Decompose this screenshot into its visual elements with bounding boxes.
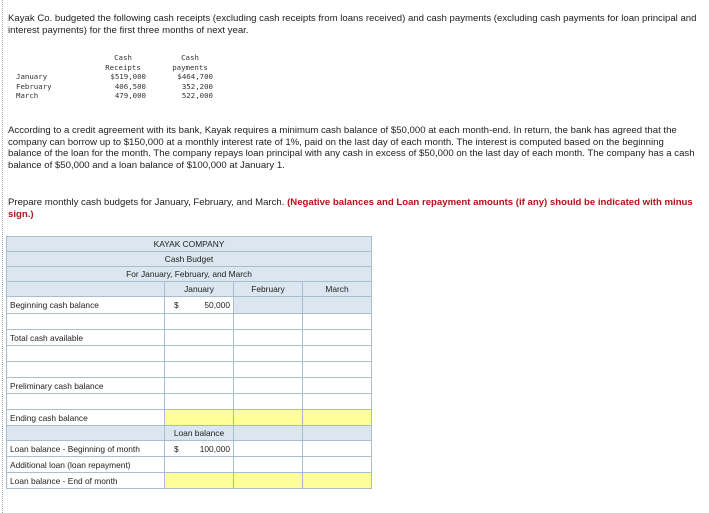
ending-cash-february[interactable] — [234, 410, 303, 426]
input-cell[interactable] — [303, 362, 372, 378]
month-label: February — [16, 81, 52, 91]
input-cell[interactable] — [165, 330, 234, 346]
receipts-header: Cash Receipts — [105, 53, 141, 72]
receipt-value: $519,000 — [110, 72, 146, 81]
beginning-cash-label: Beginning cash balance — [7, 297, 165, 314]
payments-label-input[interactable] — [7, 346, 165, 362]
receipts-column — [100, 72, 146, 101]
input-cell[interactable] — [234, 378, 303, 394]
loan-end-label: Loan balance - End of month — [7, 473, 165, 489]
interest-label-input[interactable] — [7, 362, 165, 378]
input-cell[interactable] — [234, 330, 303, 346]
payment-value: $464,700 — [177, 72, 213, 81]
input-cell[interactable] — [303, 314, 372, 330]
left-dotted-rule — [2, 0, 3, 513]
company-name: KAYAK COMPANY — [7, 237, 372, 252]
ending-cash-march[interactable] — [303, 410, 372, 426]
payments-column — [167, 72, 213, 101]
cash-budget-table — [6, 236, 372, 489]
beginning-cash-january: $ 50,000 — [165, 297, 234, 314]
credit-agreement-text: According to a credit agreement with its bank, Kayak requires a minimum cash balance of $50,000 at each month-end. In return, the bank has agreed that the company can borrow up to $150,000 at a monthly interest rate of 1%, paid on the last day of each month. The interest is computed based on the beginning balance of the loan for the month. The company repays loan principal with any cash in excess of $50,000 on the last day of each month. The company has a cash balance of $50,000 and a loan balance of $100,000 at January 1. — [8, 125, 695, 171]
input-cell[interactable] — [165, 314, 234, 330]
prepare-text: Prepare monthly cash budgets for January, February, and March. — [8, 197, 285, 208]
input-cell[interactable] — [234, 457, 303, 473]
budget-period: For January, February, and March — [7, 267, 372, 282]
loan-end-march[interactable] — [303, 473, 372, 489]
ending-cash-label: Ending cash balance — [7, 410, 165, 426]
receipt-value: 479,000 — [114, 91, 146, 100]
input-cell[interactable] — [303, 346, 372, 362]
input-cell[interactable] — [303, 441, 372, 457]
additional-loan-label: Additional loan (loan repayment) — [7, 457, 165, 473]
input-cell[interactable] — [165, 362, 234, 378]
loan-end-january[interactable] — [165, 473, 234, 489]
receipts-label-input[interactable] — [7, 314, 165, 330]
month-label: January — [16, 72, 48, 81]
loan-begin-january: $ 100,000 — [165, 441, 234, 457]
input-cell[interactable] — [234, 394, 303, 410]
input-cell[interactable] — [303, 457, 372, 473]
input-cell[interactable] — [303, 330, 372, 346]
intro-text: Kayak Co. budgeted the following cash receipts (excluding cash receipts from loans received) and cash payments (excluding cash payments for loan principal and interest payments) for the first three months of next year. — [8, 13, 697, 36]
preliminary-cash-label: Preliminary cash balance — [7, 378, 165, 394]
input-cell[interactable] — [303, 394, 372, 410]
input-cell[interactable] — [165, 394, 234, 410]
col-march: March — [303, 282, 372, 297]
col-february: February — [234, 282, 303, 297]
budget-title: Cash Budget — [7, 252, 372, 267]
loan-activity-label-input[interactable] — [7, 394, 165, 410]
input-cell[interactable] — [303, 378, 372, 394]
input-cell[interactable] — [165, 378, 234, 394]
payment-value: 522,000 — [181, 91, 213, 100]
col-january: January — [165, 282, 234, 297]
month-column — [16, 72, 66, 101]
input-cell[interactable] — [234, 441, 303, 457]
input-cell[interactable] — [165, 346, 234, 362]
loan-begin-label: Loan balance - Beginning of month — [7, 441, 165, 457]
loan-balance-heading: Loan balance — [165, 426, 234, 441]
ending-cash-january[interactable] — [165, 410, 234, 426]
input-cell[interactable] — [234, 362, 303, 378]
input-cell[interactable] — [234, 346, 303, 362]
month-label: March — [16, 91, 39, 100]
input-cell[interactable] — [234, 314, 303, 330]
receipt-value: 406,500 — [114, 81, 146, 91]
input-cell[interactable] — [165, 457, 234, 473]
instructions — [8, 197, 698, 220]
payments-header: Cash payments — [172, 53, 208, 72]
payment-value: 352,200 — [181, 81, 213, 91]
loan-end-february[interactable] — [234, 473, 303, 489]
prepare-note: (Negative balances and Loan repayment amounts (if any) should be indicated with minus sign.) — [8, 197, 693, 220]
total-cash-label: Total cash available — [7, 330, 165, 346]
